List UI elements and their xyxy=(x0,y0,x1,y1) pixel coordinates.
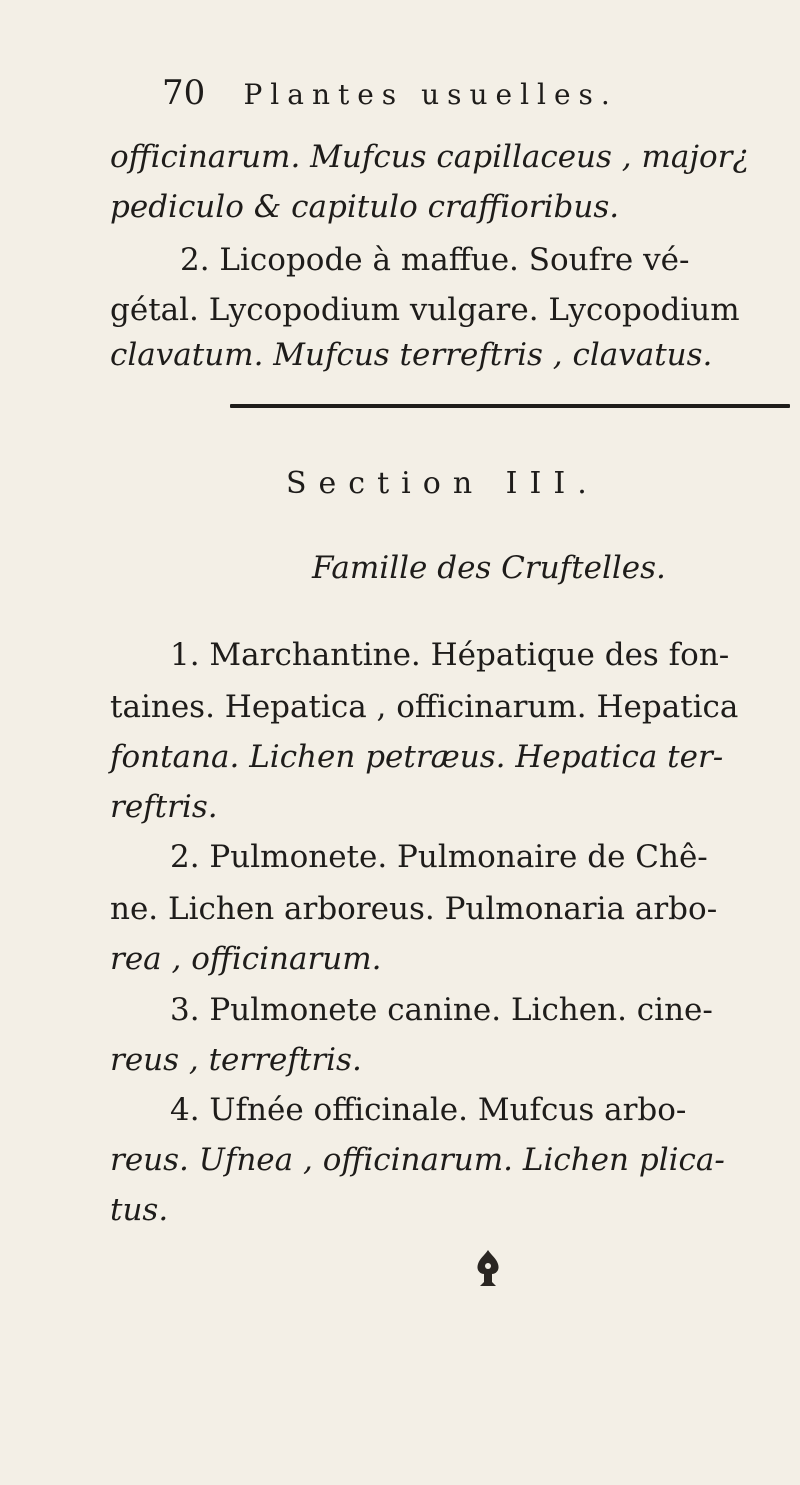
entry-line: 3. Pulmonete canine. Lichen. cine- xyxy=(170,992,713,1028)
entry-line: 2. Pulmonete. Pulmonaire de Chê- xyxy=(170,839,708,875)
entry-line: 4. Ufnée officinale. Mufcus arbo- xyxy=(170,1092,687,1128)
entry-line: taines. Hepatica , officinarum. Hepatica xyxy=(110,689,739,725)
text-line: gétal. Lycopodium vulgare. Lycopodium xyxy=(110,292,740,328)
text-line: pediculo & capitulo craffioribus. xyxy=(110,189,620,225)
entry-line: tus. xyxy=(110,1192,169,1228)
running-title: Plantes usuelles. xyxy=(243,78,618,111)
entry-line: fontana. Lichen petræus. Hepatica ter- xyxy=(110,739,724,775)
page-header xyxy=(162,72,782,132)
family-title: Famille des Cruftelles. xyxy=(312,550,666,586)
text-line: clavatum. Mufcus terreftris , clavatus. xyxy=(110,337,713,373)
text-line: 2. Licopode à maffue. Soufre vé- xyxy=(180,242,690,278)
section-divider xyxy=(230,404,790,408)
page-number: 70 xyxy=(162,73,206,113)
text-line: officinarum. Mufcus capillaceus , major¿ xyxy=(110,139,750,175)
entry-line: reus , terreftris. xyxy=(110,1042,362,1078)
section-title: Section III. xyxy=(286,466,599,501)
entry-line: 1. Marchantine. Hépatique des fon- xyxy=(170,637,730,673)
fleuron-ornament-icon xyxy=(470,1248,506,1288)
entry-line: reus. Ufnea , officinarum. Lichen plica- xyxy=(110,1142,725,1178)
entry-line: reftris. xyxy=(110,789,218,825)
entry-line: rea , officinarum. xyxy=(110,941,382,977)
entry-line: ne. Lichen arboreus. Pulmonaria arbo- xyxy=(110,891,718,927)
